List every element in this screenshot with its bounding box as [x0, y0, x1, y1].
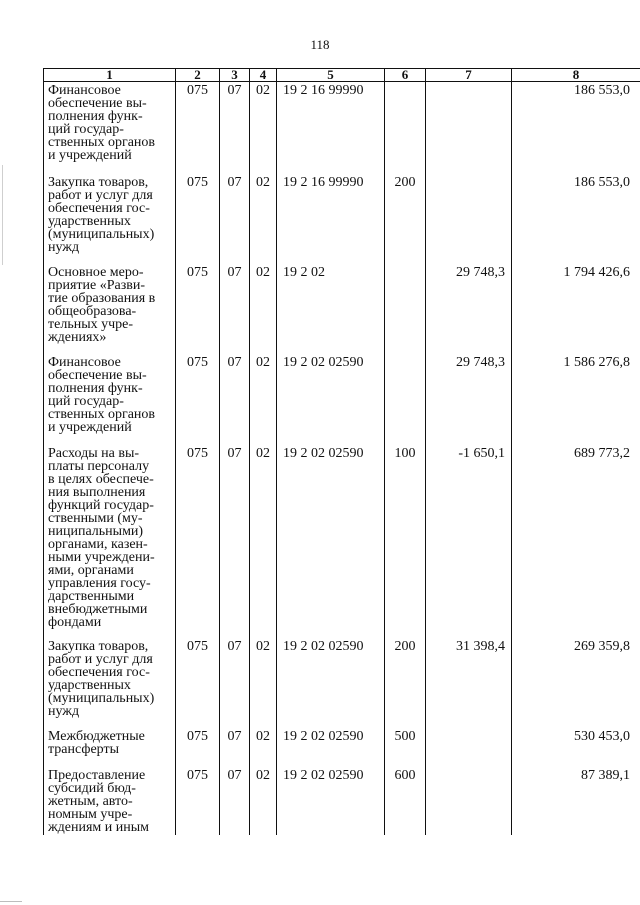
section-cell: 07	[220, 763, 250, 835]
target-article-cell: 19 2 02 02590	[277, 724, 385, 763]
expense-type-cell	[385, 260, 426, 350]
column-header: 3	[220, 69, 250, 82]
expense-type-cell	[385, 82, 426, 170]
total-amount-cell: 689 773,2	[512, 441, 640, 634]
total-amount-cell: 186 553,0	[512, 82, 640, 170]
row-name-text: Межбюджетные трансферты	[48, 728, 145, 757]
column-header: 4	[250, 69, 277, 82]
row-name-text: Предоставление субсидий бюд- жетным, авто- номным учре- ждениям и иным	[48, 767, 150, 835]
scan-edge-mark	[2, 165, 3, 265]
expense-type-cell: 600	[385, 763, 426, 835]
table-row	[44, 170, 640, 260]
subsection-cell: 02	[250, 82, 277, 170]
change-amount-cell	[426, 82, 512, 170]
subsection-cell: 02	[250, 260, 277, 350]
target-article-cell: 19 2 16 99990	[277, 170, 385, 260]
budget-table	[43, 68, 640, 835]
table-row	[44, 441, 640, 634]
section-cell: 07	[220, 724, 250, 763]
target-article-cell: 19 2 02 02590	[277, 441, 385, 634]
change-amount-cell: 29 748,3	[426, 350, 512, 441]
column-header: 5	[277, 69, 385, 82]
section-cell: 07	[220, 260, 250, 350]
change-amount-cell: 29 748,3	[426, 260, 512, 350]
total-amount-cell: 269 359,8	[512, 634, 640, 724]
target-article-cell: 19 2 02 02590	[277, 634, 385, 724]
row-name-cell	[44, 260, 176, 350]
table-header-row	[44, 69, 640, 82]
column-header: 2	[176, 69, 220, 82]
admin-code-cell: 075	[176, 763, 220, 835]
subsection-cell: 02	[250, 441, 277, 634]
row-name-cell	[44, 724, 176, 763]
column-header: 6	[385, 69, 426, 82]
page-number: 118	[310, 37, 330, 52]
table-row	[44, 82, 640, 170]
table-row	[44, 260, 640, 350]
table-row	[44, 350, 640, 441]
section-cell: 07	[220, 82, 250, 170]
scan-edge-mark	[0, 901, 22, 902]
subsection-cell: 02	[250, 350, 277, 441]
change-amount-cell: -1 650,1	[426, 441, 512, 634]
subsection-cell: 02	[250, 170, 277, 260]
table-row	[44, 724, 640, 763]
row-name-cell	[44, 82, 176, 170]
column-header: 8	[512, 69, 640, 82]
expense-type-cell: 200	[385, 634, 426, 724]
table-row	[44, 763, 640, 835]
row-name-text: Финансовое обеспечение вы- полнения функ- ций государ- ственных органов и учреждений	[48, 83, 156, 163]
row-name-text: Закупка товаров, работ и услуг для обеспечения гос- ударственных (муниципальных) нужд	[48, 638, 155, 719]
total-amount-cell: 87 389,1	[512, 763, 640, 835]
row-name-cell	[44, 763, 176, 835]
change-amount-cell	[426, 724, 512, 763]
admin-code-cell: 075	[176, 634, 220, 724]
row-name-cell	[44, 634, 176, 724]
admin-code-cell: 075	[176, 724, 220, 763]
row-name-cell	[44, 441, 176, 634]
section-cell: 07	[220, 634, 250, 724]
admin-code-cell: 075	[176, 82, 220, 170]
change-amount-cell	[426, 170, 512, 260]
admin-code-cell: 075	[176, 441, 220, 634]
section-cell: 07	[220, 350, 250, 441]
row-name-cell	[44, 170, 176, 260]
admin-code-cell: 075	[176, 260, 220, 350]
table-row	[44, 634, 640, 724]
expense-type-cell: 200	[385, 170, 426, 260]
subsection-cell: 02	[250, 724, 277, 763]
subsection-cell: 02	[250, 763, 277, 835]
row-name-text: Расходы на вы- платы персоналу в целях обеспече- ния выполнения функций государ- ственными (му- ниципальными) органами, казен- ными учреждени- ями, органами управления госу- дарственными внебюджетными фондами	[48, 445, 155, 630]
total-amount-cell: 186 553,0	[512, 170, 640, 260]
change-amount-cell	[426, 763, 512, 835]
admin-code-cell: 075	[176, 170, 220, 260]
total-amount-cell: 530 453,0	[512, 724, 640, 763]
total-amount-cell: 1 794 426,6	[512, 260, 640, 350]
column-header: 1	[44, 69, 176, 82]
expense-type-cell	[385, 350, 426, 441]
section-cell: 07	[220, 170, 250, 260]
section-cell: 07	[220, 441, 250, 634]
admin-code-cell: 075	[176, 350, 220, 441]
total-amount-cell: 1 586 276,8	[512, 350, 640, 441]
change-amount-cell: 31 398,4	[426, 634, 512, 724]
target-article-cell: 19 2 02 02590	[277, 763, 385, 835]
expense-type-cell: 500	[385, 724, 426, 763]
subsection-cell: 02	[250, 634, 277, 724]
target-article-cell: 19 2 16 99990	[277, 82, 385, 170]
target-article-cell: 19 2 02 02590	[277, 350, 385, 441]
row-name-text: Закупка товаров, работ и услуг для обеспечения гос- ударственных (муниципальных) нужд	[48, 174, 155, 255]
expense-type-cell: 100	[385, 441, 426, 634]
row-name-cell	[44, 350, 176, 441]
row-name-text: Финансовое обеспечение вы- полнения функ- ций государ- ственных органов и учреждений	[48, 354, 156, 435]
target-article-cell: 19 2 02	[277, 260, 385, 350]
row-name-text: Основное меро- приятие «Разви- тие образования в общеобразова- тельных учре- ждениях»	[48, 264, 156, 345]
column-header: 7	[426, 69, 512, 82]
